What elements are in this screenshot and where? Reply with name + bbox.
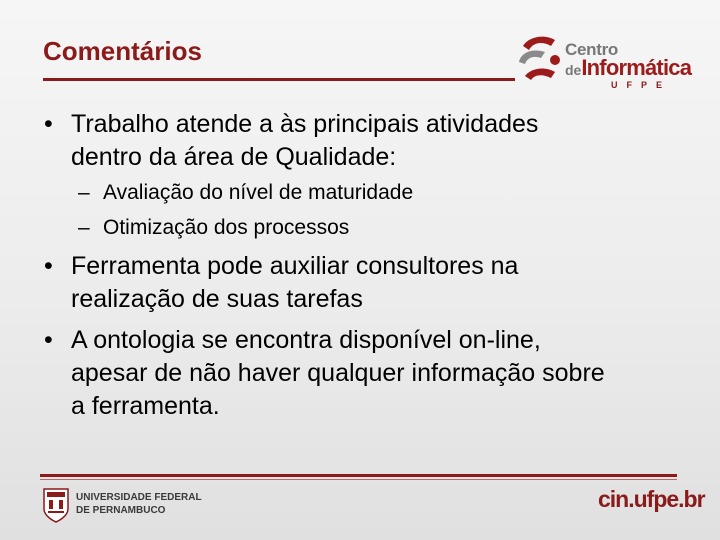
bullet-line: Ferramenta pode auxiliar consultores na xyxy=(71,252,519,280)
slide-title: Comentários xyxy=(43,36,202,66)
sub-text: Otimização dos processos xyxy=(103,216,350,239)
ufpe-name-line2: DE PERNAMBUCO xyxy=(76,505,166,516)
bullet-line: realização de suas tarefas xyxy=(71,285,363,313)
bullet-line: Trabalho atende a às principais atividades xyxy=(71,110,539,138)
bullet-line: a ferramenta. xyxy=(71,392,220,420)
bullet-marker: • xyxy=(44,326,53,354)
logo-centro: Centro xyxy=(565,40,618,59)
ufpe-name-line1: UNIVERSIDADE FEDERAL xyxy=(76,492,202,503)
bullet-text xyxy=(71,324,691,423)
bullet-line: A ontologia se encontra disponível on-line, xyxy=(71,326,541,354)
title-underline xyxy=(43,78,515,81)
footer-rule xyxy=(40,474,677,477)
footer-rule-thin xyxy=(40,479,677,480)
cin-logo-mark-icon xyxy=(515,32,565,88)
logo-informatica xyxy=(565,55,691,81)
sub-marker: – xyxy=(78,216,90,239)
ufpe-name xyxy=(76,491,202,517)
logo-de: de xyxy=(565,62,582,78)
bullet-marker: • xyxy=(44,252,53,280)
logo-ufpe: UFPE xyxy=(611,80,672,90)
bullet-text xyxy=(71,250,691,316)
footer-url: cin.ufpe.br xyxy=(598,486,705,512)
bullet-text xyxy=(71,108,691,174)
sub-marker: – xyxy=(78,181,90,204)
bullet-marker: • xyxy=(44,110,53,138)
bullet-line: dentro da área de Qualidade: xyxy=(71,143,397,171)
cin-logo xyxy=(515,32,692,92)
sub-text: Avaliação do nível de maturidade xyxy=(103,181,414,204)
logo-informatica-word: Informática xyxy=(581,55,692,80)
bullet-line: apesar de não haver qualquer informação sobre xyxy=(71,359,605,387)
ufpe-seal-icon xyxy=(43,487,69,523)
